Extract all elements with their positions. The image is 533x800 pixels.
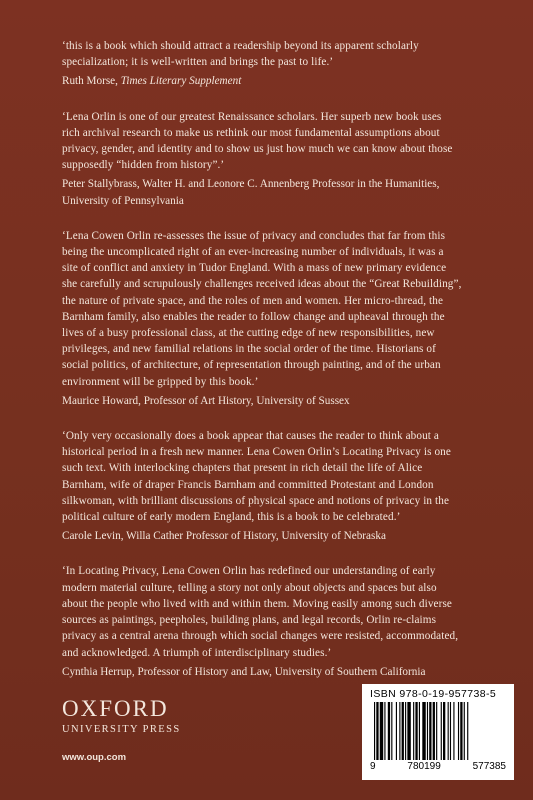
review-quote-line: she carefully and scrupulously challenges received ideas about the “Great Rebuilding”, (62, 278, 462, 291)
isbn-label: ISBN 978-0-19-957738-5 (370, 688, 497, 700)
review-quote-line: being the uncomplicated right of an ever-increasing number of individuals, it was a (62, 246, 444, 259)
review-quote-line: Barnham family, also enables the reader to follow change and upheaval through the (62, 310, 445, 323)
review-quote-line: the nature of private space, and the roles of men and women. Her micro-thread, the (62, 294, 444, 307)
review-block (62, 38, 492, 90)
review-quote-line: ‘this is a book which should attract a readership beyond its apparent scholarly (62, 40, 419, 52)
attribution-line: Peter Stallybrass, Walter H. and Leonore C. Annenberg Professor in the Humanities, (62, 178, 440, 191)
review-quote-line: supposedly “hidden from history”.’ (62, 159, 225, 172)
review-attribution (62, 664, 492, 680)
review-block (62, 563, 492, 679)
review-quote-line: social politics, of architecture, of representation through painting, and of the urban (62, 359, 441, 372)
review-quote-line: environment will be gripped by this book.’ (62, 375, 259, 388)
review-quote (62, 563, 492, 660)
review-quote-line: historical period in a fresh new manner. Lena Cowen Orlin’s Locating Privacy is one (62, 446, 451, 459)
attribution-line: University of Pennsylvania (62, 194, 184, 207)
review-quote-line: Barnham, wife of draper Francis Barnham and committed Protestant and London (62, 478, 434, 491)
attribution-line: Cynthia Herrup, Professor of History and Law, University of Southern California (62, 665, 426, 678)
review-quote-line: ‘Only very occasionally does a book appear that causes the reader to think about a (62, 430, 439, 443)
review-block (62, 228, 492, 409)
attribution-line: Carole Levin, Willa Cather Professor of History, University of Nebraska (62, 530, 386, 543)
review-quote-line: site of conflict and anxiety in Tudor England. With a mass of new primary evidence (62, 262, 447, 275)
publisher-name: OXFORD (62, 696, 169, 721)
review-quote-line: silkwoman, with brilliant discussions of physical space and notions of privacy in the (62, 494, 450, 507)
barcode-digit-first: 9 (370, 761, 376, 772)
review-quote-line: privacy as a central arena through which social changes were resisted, accommodated, (62, 630, 459, 643)
review-quote-line: lives of a busy professional class, at the cutting edge of new responsibilities, new (62, 327, 435, 340)
review-quote (62, 228, 492, 390)
review-attribution (62, 73, 492, 89)
publisher-url: www.oup.com (62, 752, 127, 763)
review-quote-line: about the people who lived with and within them. Moving easily among such diverse (62, 597, 452, 610)
review-quote (62, 109, 492, 174)
review-quote-line: privacy, gender, and identity and to show us just how much we can know about those (62, 143, 453, 156)
review-quote-line: modern material culture, telling a story not only about objects and spaces but also (62, 581, 437, 594)
review-attribution (62, 528, 492, 544)
barcode-digits (370, 761, 506, 772)
review-quote-line: and acknowledged. A triumph of interdisciplinary studies.’ (62, 646, 332, 659)
publisher-press: UNIVERSITY PRESS (62, 724, 181, 735)
barcode-icon (370, 702, 506, 760)
review-quote-line: sources as paintings, peepholes, building plans, and legal records, Orlin re-claims (62, 614, 437, 627)
barcode-panel (362, 684, 514, 780)
review-block (62, 109, 492, 209)
review-attribution (62, 176, 492, 208)
review-quote-line: rich archival research to make us rethink our most fundamental assumptions about (62, 126, 440, 139)
review-quote (62, 38, 492, 70)
review-quote-line: ‘Lena Orlin is one of our greatest Renaissance scholars. Her superb new book uses (62, 110, 442, 123)
barcode-digits-group2: 577385 (472, 761, 506, 772)
review-quote-line: such text. With interlocking chapters that present in rich detail the life of Alice (62, 462, 423, 475)
attribution-publication: Times Literary Supplement (120, 75, 242, 88)
review-quote-line: political culture of early modern England, this is a book to be celebrated.’ (62, 511, 401, 524)
publisher-logo (62, 697, 181, 737)
review-quote-line: ‘Lena Cowen Orlin re-assesses the issue of privacy and concludes that far from this (62, 229, 446, 242)
review-block (62, 428, 492, 544)
review-quote (62, 428, 492, 525)
barcode-digits-group1: 780199 (407, 761, 441, 772)
attribution-author: Ruth Morse, (62, 75, 121, 88)
attribution-line: Maurice Howard, Professor of Art History, University of Sussex (62, 394, 350, 407)
review-quote-line: ‘In Locating Privacy, Lena Cowen Orlin has redefined our understanding of early (62, 565, 436, 578)
review-quote-line: specialization; it is well-written and brings the past to life.’ (62, 56, 334, 69)
review-attribution (62, 393, 492, 409)
review-quote-line: privileges, and new familial relations in the social order of the time. Historians of (62, 343, 436, 356)
reviews-section (62, 38, 492, 699)
